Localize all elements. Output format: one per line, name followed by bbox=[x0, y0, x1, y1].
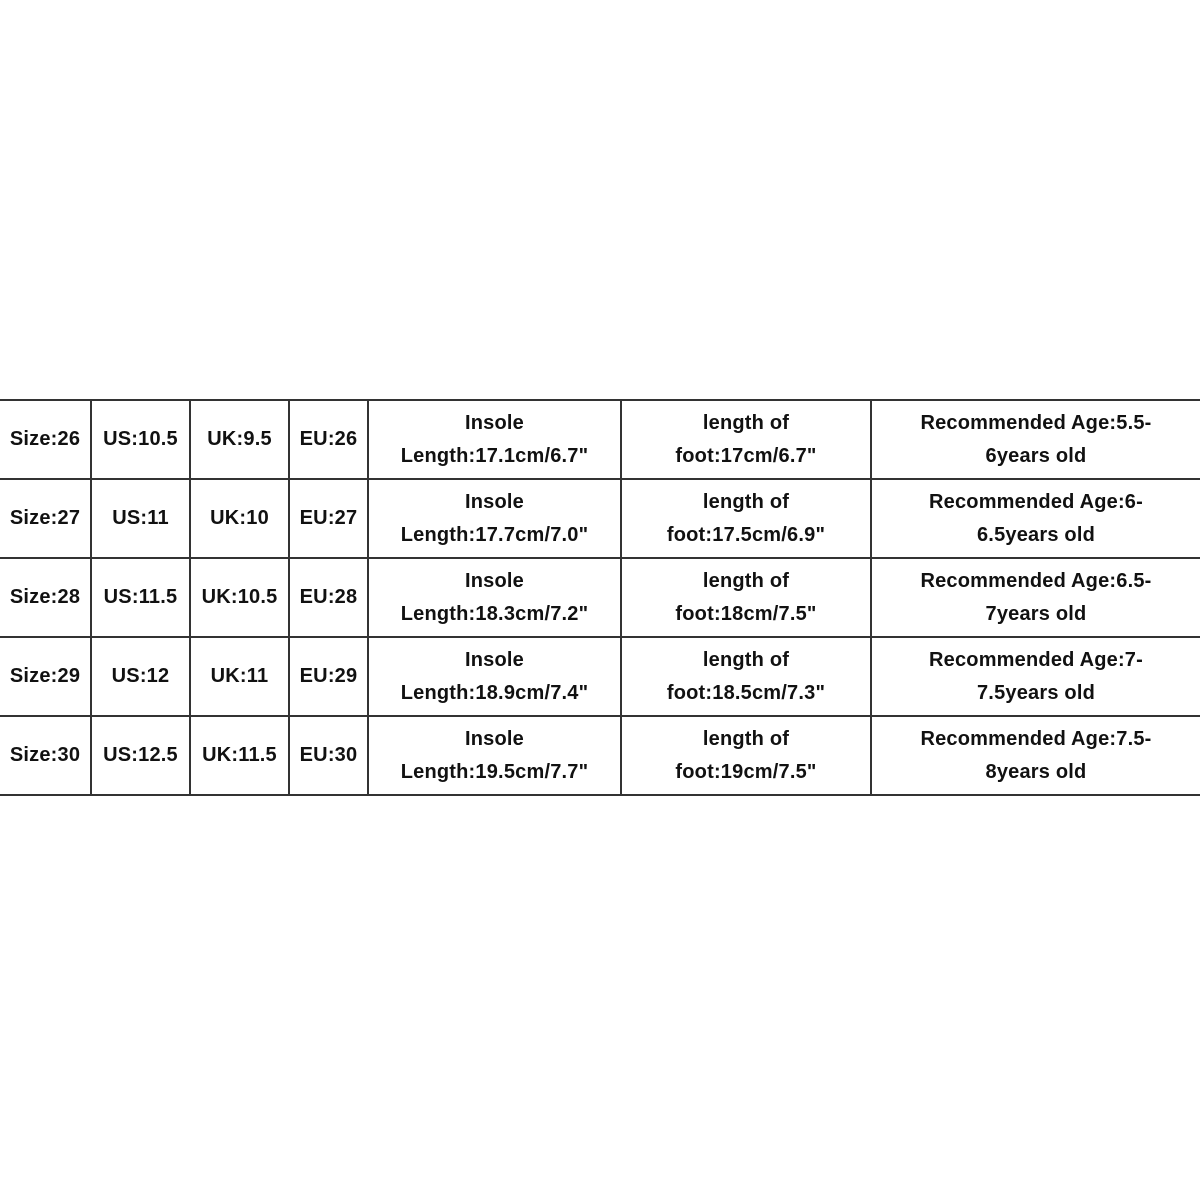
age-value: 7years old bbox=[985, 602, 1087, 625]
insole-length-cell bbox=[368, 400, 621, 479]
size-chart-table bbox=[0, 399, 1200, 796]
foot-length-cell bbox=[621, 479, 871, 558]
insole-label: Insole bbox=[465, 727, 524, 750]
insole-label: Insole bbox=[465, 411, 524, 434]
age-value: 6.5years old bbox=[976, 523, 1096, 546]
age-value: 6years old bbox=[985, 444, 1087, 467]
foot-value: foot:17cm/6.7" bbox=[675, 444, 817, 467]
insole-value: Length:19.5cm/7.7" bbox=[400, 760, 589, 783]
recommended-age-cell bbox=[871, 479, 1200, 558]
size-cell: Size:27 bbox=[0, 479, 91, 558]
age-label: Recommended Age:7.5- bbox=[920, 727, 1152, 750]
uk-size-cell: UK:11 bbox=[190, 637, 289, 716]
us-size-cell: US:10.5 bbox=[91, 400, 190, 479]
us-size-cell: US:11.5 bbox=[91, 558, 190, 637]
foot-label: length of bbox=[702, 648, 790, 671]
table-row bbox=[0, 637, 1200, 716]
age-label: Recommended Age:6- bbox=[928, 490, 1143, 513]
age-value: 7.5years old bbox=[976, 681, 1096, 704]
foot-label: length of bbox=[702, 411, 790, 434]
recommended-age-cell bbox=[871, 400, 1200, 479]
us-size-cell: US:12.5 bbox=[91, 716, 190, 795]
size-cell: Size:26 bbox=[0, 400, 91, 479]
foot-length-cell bbox=[621, 400, 871, 479]
foot-label: length of bbox=[702, 569, 790, 592]
insole-value: Length:17.1cm/6.7" bbox=[400, 444, 589, 467]
insole-value: Length:17.7cm/7.0" bbox=[400, 523, 589, 546]
age-value: 8years old bbox=[985, 760, 1087, 783]
age-label: Recommended Age:6.5- bbox=[920, 569, 1152, 592]
foot-value: foot:18.5cm/7.3" bbox=[666, 681, 826, 704]
eu-size-cell: EU:26 bbox=[289, 400, 368, 479]
us-size-cell: US:11 bbox=[91, 479, 190, 558]
foot-value: foot:17.5cm/6.9" bbox=[666, 523, 826, 546]
uk-size-cell: UK:11.5 bbox=[190, 716, 289, 795]
uk-size-cell: UK:10.5 bbox=[190, 558, 289, 637]
insole-label: Insole bbox=[465, 569, 524, 592]
eu-size-cell: EU:28 bbox=[289, 558, 368, 637]
eu-size-cell: EU:29 bbox=[289, 637, 368, 716]
foot-length-cell bbox=[621, 637, 871, 716]
table-row bbox=[0, 400, 1200, 479]
insole-label: Insole bbox=[465, 648, 524, 671]
insole-label: Insole bbox=[465, 490, 524, 513]
foot-length-cell bbox=[621, 558, 871, 637]
foot-label: length of bbox=[702, 727, 790, 750]
insole-length-cell bbox=[368, 479, 621, 558]
size-cell: Size:28 bbox=[0, 558, 91, 637]
table-row bbox=[0, 558, 1200, 637]
insole-length-cell bbox=[368, 716, 621, 795]
insole-value: Length:18.9cm/7.4" bbox=[400, 681, 589, 704]
foot-value: foot:18cm/7.5" bbox=[675, 602, 817, 625]
recommended-age-cell bbox=[871, 637, 1200, 716]
size-chart-body bbox=[0, 400, 1200, 795]
age-label: Recommended Age:5.5- bbox=[920, 411, 1152, 434]
insole-value: Length:18.3cm/7.2" bbox=[400, 602, 589, 625]
foot-label: length of bbox=[702, 490, 790, 513]
insole-length-cell bbox=[368, 558, 621, 637]
uk-size-cell: UK:10 bbox=[190, 479, 289, 558]
us-size-cell: US:12 bbox=[91, 637, 190, 716]
table-row bbox=[0, 716, 1200, 795]
foot-value: foot:19cm/7.5" bbox=[675, 760, 817, 783]
recommended-age-cell bbox=[871, 716, 1200, 795]
size-cell: Size:29 bbox=[0, 637, 91, 716]
eu-size-cell: EU:27 bbox=[289, 479, 368, 558]
insole-length-cell bbox=[368, 637, 621, 716]
foot-length-cell bbox=[621, 716, 871, 795]
recommended-age-cell bbox=[871, 558, 1200, 637]
age-label: Recommended Age:7- bbox=[928, 648, 1143, 671]
size-cell: Size:30 bbox=[0, 716, 91, 795]
uk-size-cell: UK:9.5 bbox=[190, 400, 289, 479]
table-row bbox=[0, 479, 1200, 558]
eu-size-cell: EU:30 bbox=[289, 716, 368, 795]
